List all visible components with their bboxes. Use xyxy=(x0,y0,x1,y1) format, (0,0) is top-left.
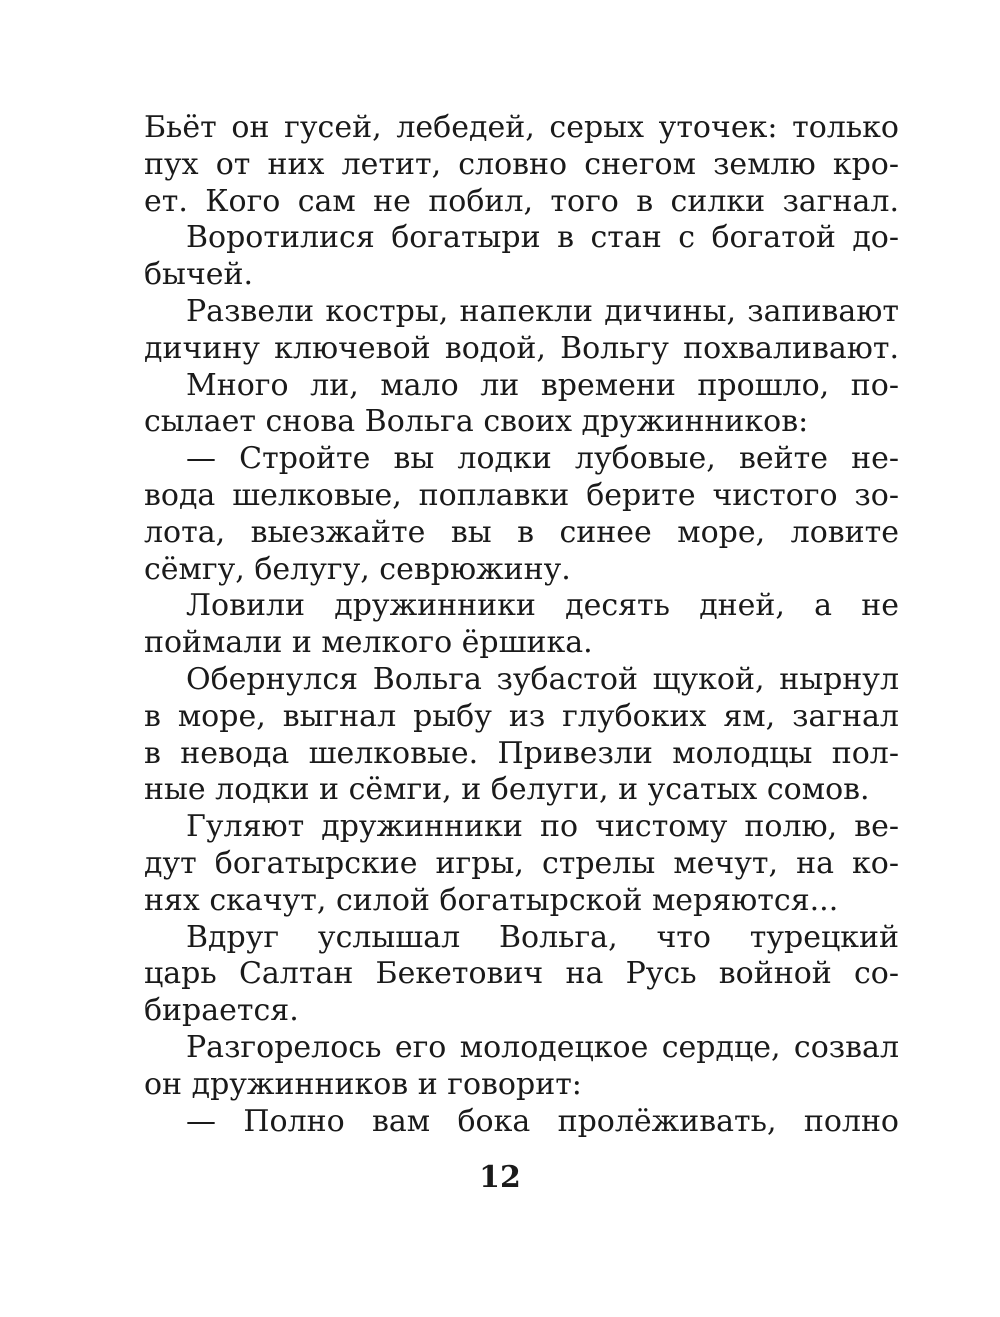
text-line: дичину ключевой водой, Вольгу похваливают. xyxy=(144,330,899,366)
text-line: нях скачут, силой богатырской меряются... xyxy=(144,882,839,918)
text-line: бычей. xyxy=(144,257,254,293)
text-line: сылает снова Вольга своих дружинников: xyxy=(144,404,809,440)
text-line: сёмгу, белугу, севрюжину. xyxy=(144,551,571,587)
text-line: дут богатырские игры, стрелы мечут, на ко- xyxy=(144,845,899,881)
text-line: Разгорелось его молодецкое сердце, созвал xyxy=(186,1029,899,1065)
text-line: Ловили дружинники десять дней, а не xyxy=(186,588,899,624)
page-number: 12 xyxy=(479,1160,521,1195)
text-line: ет. Кого сам не побил, того в силки загнал. xyxy=(144,183,899,219)
text-line: Обернулся Вольга зубастой щукой, нырнул xyxy=(186,661,899,697)
text-line: в невода шелковые. Привезли молодцы пол- xyxy=(144,735,899,771)
text-line: в море, выгнал рыбу из глубоких ям, загнал xyxy=(144,698,899,734)
text-line: пух от них летит, словно снегом землю кро- xyxy=(144,146,899,182)
text-line: — Полно вам бока пролёживать, полно xyxy=(186,1103,899,1139)
text-line: — Стройте вы лодки лубовые, вейте не- xyxy=(186,441,899,477)
text-line: Много ли, мало ли времени прошло, по- xyxy=(186,367,899,403)
text-line: Воротилися богатыри в стан с богатой до- xyxy=(186,220,899,256)
text-line: бирается. xyxy=(144,993,299,1029)
text-line: ные лодки и сёмги, и белуги, и усатых сомов. xyxy=(144,772,870,808)
text-line: Бьёт он гусей, лебедей, серых уточек: только xyxy=(144,110,899,145)
text-line: лота, выезжайте вы в синее море, ловите xyxy=(144,514,899,550)
text-line: Вдруг услышал Вольга, что турецкий xyxy=(186,919,899,955)
text-line: вода шелковые, поплавки берите чистого зо- xyxy=(144,477,899,513)
text-line: Гуляют дружинники по чистому полю, ве- xyxy=(186,809,899,845)
text-line: поймали и мелкого ёршика. xyxy=(144,625,593,661)
text-line: он дружинников и говорит: xyxy=(144,1066,582,1102)
text-line: царь Салтан Бекетович на Русь войной со- xyxy=(144,956,899,992)
body-text xyxy=(144,110,899,1140)
text-line: Развели костры, напекли дичины, запивают xyxy=(186,293,899,329)
